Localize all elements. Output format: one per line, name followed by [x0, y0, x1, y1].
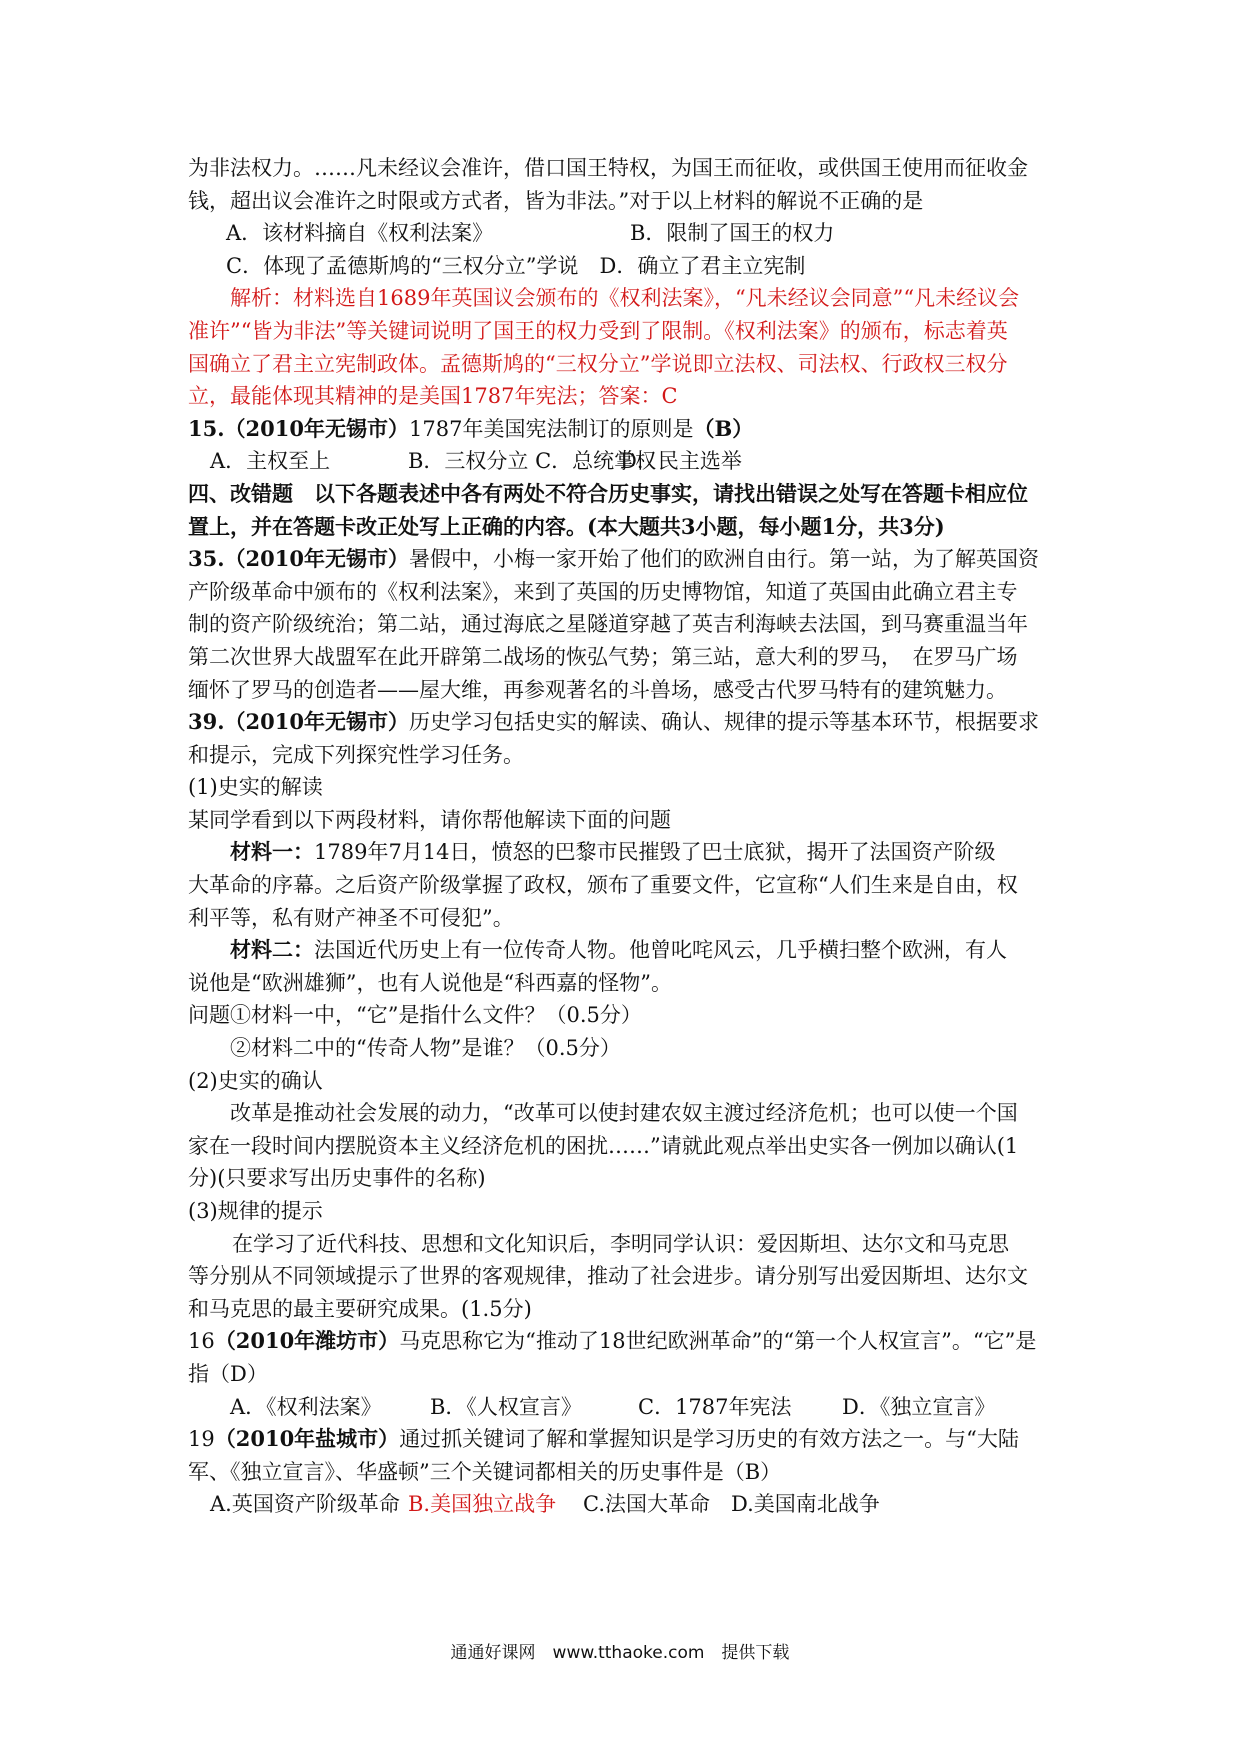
answer: （B） — [693, 415, 754, 441]
material-label: 材料二： — [230, 937, 314, 963]
q14-line: 钱，超出议会准许之时限或方式者，皆为非法。”对于以上材料的解说不正确的是 — [188, 188, 924, 213]
question-source: （2010年无锡市） — [224, 709, 409, 735]
part3-line: 等分别从不同领域提示了世界的客观规律，推动了社会进步。请分别写出爱因斯坦、达尔文 — [188, 1264, 1028, 1289]
material-text: 1789年7月14日，愤怒的巴黎市民摧毁了巴士底狱，揭开了法国资产阶级 — [314, 840, 996, 865]
q19-line: 军、《独立宣言》、华盛顿”三个关键词都相关的历史事件是（B） — [188, 1459, 782, 1484]
option-a: A．主权至上 — [210, 449, 331, 474]
question-text: 马克思称它为“推动了18世纪欧洲革命”的“第一个人权宣言”。“它”是 — [399, 1329, 1037, 1354]
q16-line: 指（D） — [188, 1361, 268, 1386]
analysis-line: 准许”“皆为非法”等关键词说明了国王的权力受到了限制。《权利法案》的颁布，标志着英 — [188, 318, 1008, 343]
option-bc: B．三权分立 C．总统掌权 — [408, 449, 657, 474]
q39-line: 和提示，完成下列探究性学习任务。 — [188, 742, 524, 767]
q35-line: 产阶级革命中颁布的《权利法案》，来到了英国的历史博物馆，知道了英国由此确立君主专 — [188, 579, 1018, 604]
q16-stem — [188, 1325, 1064, 1358]
question-source: （2010年无锡市） — [224, 415, 409, 441]
option-d: D．确立了君主立宪制 — [599, 253, 806, 278]
analysis-line: 解析：材料选自1689年英国议会颁布的《权利法案》，“凡未经议会同意”“凡未经议会 — [230, 286, 1020, 311]
q19-options — [188, 1488, 1064, 1521]
q15-stem — [188, 413, 1064, 446]
page-footer: 通通好课网 www.tthaoke.com 提供下载 — [450, 1643, 790, 1663]
material-one-line: 大革命的序幕。之后资产阶级掌握了政权，颁布了重要文件，它宣称“人们生来是自由，权 — [188, 873, 1018, 898]
question-number: 35. — [188, 546, 225, 572]
option-c: C．1787年宪法 — [638, 1394, 792, 1419]
q35-line: 制的资产阶级统治；第二站，通过海底之星隧道穿越了英吉利海峡去法国，到马赛重温当年 — [188, 612, 1028, 637]
part1-title: (1)史实的解读 — [188, 775, 323, 800]
part2-title: (2)史实的确认 — [188, 1068, 323, 1093]
part3-title: (3)规律的提示 — [188, 1199, 323, 1223]
sub-question-1: 问题①材料一中，“它”是指什么文件？（0.5分） — [188, 1003, 642, 1028]
question-source: （2010年盐城市） — [214, 1426, 400, 1452]
option-d: D．民主选举 — [620, 449, 742, 474]
question-source: （2010年无锡市） — [224, 546, 409, 572]
part2-line: 改革是推动社会发展的动力，“改革可以使封建农奴主渡过经济危机；也可以使一个国 — [230, 1101, 1018, 1126]
question-source: （2010年潍坊市） — [214, 1328, 400, 1354]
q14-options-cd — [188, 250, 1064, 283]
material-two-line: 说他是“欧洲雄狮”，也有人说他是“科西嘉的怪物”。 — [188, 970, 672, 995]
q39-stem — [188, 706, 1064, 739]
material-text: 法国近代历史上有一位传奇人物。他曾叱咤风云，几乎横扫整个欧洲，有人 — [314, 938, 1007, 963]
part1-intro: 某同学看到以下两段材料，请你帮他解读下面的问题 — [188, 807, 671, 832]
part3-line: 和马克思的最主要研究成果。(1.5分) — [188, 1296, 532, 1321]
question-text: 1787年美国宪法制订的原则是 — [409, 416, 694, 441]
option-a: A．《权利法案》 — [230, 1394, 382, 1419]
option-a: A.英国资产阶级革命 — [210, 1492, 400, 1517]
q15-options — [188, 445, 1064, 478]
question-number: 15. — [188, 415, 225, 441]
sub-question-2: ②材料二中的“传奇人物”是谁？（0.5分） — [230, 1036, 621, 1061]
question-number: 16 — [188, 1329, 215, 1354]
question-number: 39. — [188, 709, 225, 735]
section-four-heading: 四、改错题 以下各题表述中各有两处不符合历史事实，请找出错误之处写在答题卡相应位 — [188, 480, 1028, 506]
material-one — [188, 836, 1064, 869]
part2-line: 家在一段时间内摆脱资本主义经济危机的困扰……”请就此观点举出史实各一例加以确认(1 — [188, 1133, 1019, 1158]
document-body — [188, 152, 1064, 1521]
q14-options-ab — [188, 217, 1064, 250]
part3-line: 在学习了近代科技、思想和文化知识后，李明同学认识：爱因斯坦、达尔文和马克思 — [232, 1231, 1009, 1256]
q35-line: 缅怀了罗马的创造者——屋大维，再参观著名的斗兽场，感受古代罗马特有的建筑魅力。 — [188, 677, 1007, 702]
material-two — [188, 934, 1064, 967]
option-b: B.美国独立战争 — [408, 1492, 557, 1517]
analysis-line: 立，最能体现其精神的是美国1787年宪法；答案：C — [188, 384, 678, 409]
question-number: 19 — [188, 1427, 215, 1452]
q19-stem — [188, 1423, 1064, 1456]
option-a: A．该材料摘自《权利法案》 — [226, 221, 494, 246]
option-b: B．限制了国王的权力 — [630, 221, 835, 246]
q16-options — [188, 1391, 1064, 1424]
option-c: C．体现了孟德斯鸠的“三权分立”学说 — [226, 253, 579, 278]
part2-line: 分)(只要求写出历史事件的名称) — [188, 1166, 486, 1191]
material-one-line: 利平等，私有财产神圣不可侵犯”。 — [188, 905, 514, 930]
question-text: 暑假中，小梅一家开始了他们的欧洲自由行。第一站，为了解英国资 — [409, 547, 1039, 572]
option-d: D．《独立宣言》 — [842, 1394, 996, 1419]
analysis-line: 国确立了君主立宪制政体。孟德斯鸠的“三权分立”学说即立法权、司法权、行政权三权分 — [188, 351, 1008, 376]
section-four-heading: 置上，并在答题卡改正处写上正确的内容。(本大题共3小题，每小题1分，共3分) — [188, 513, 945, 539]
option-c: C.法国大革命 — [583, 1492, 710, 1517]
q35-stem — [188, 543, 1064, 576]
question-text: 通过抓关键词了解和掌握知识是学习历史的有效方法之一。与“大陆 — [399, 1427, 1019, 1452]
option-d: D.美国南北战争 — [731, 1492, 880, 1517]
q35-line: 第二次世界大战盟军在此开辟第二战场的恢弘气势；第三站，意大利的罗马， 在罗马广场 — [188, 644, 1018, 669]
q14-line: 为非法权力。……凡未经议会准许，借口国王特权，为国王而征收，或供国王使用而征收金 — [188, 156, 1028, 180]
option-b: B．《人权宣言》 — [430, 1394, 582, 1419]
material-label: 材料一： — [230, 839, 314, 865]
question-text: 历史学习包括史实的解读、确认、规律的提示等基本环节，根据要求 — [409, 710, 1039, 735]
